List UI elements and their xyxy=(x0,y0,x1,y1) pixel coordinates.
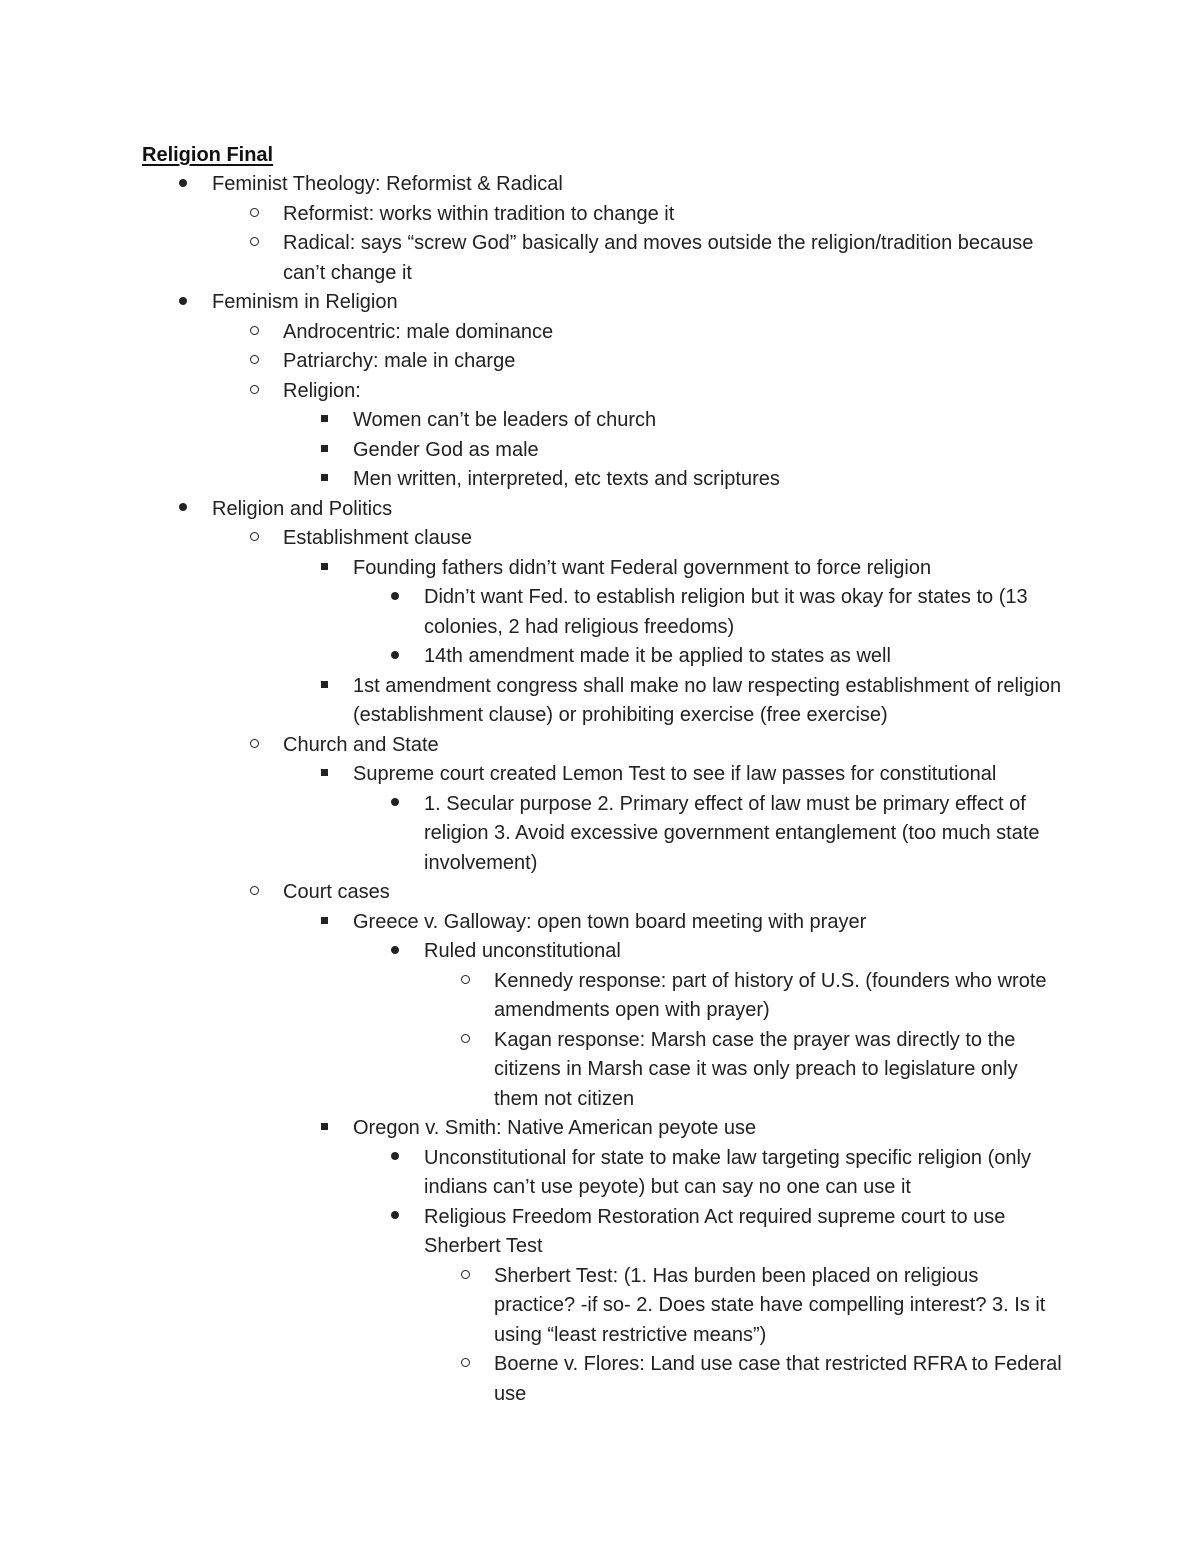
bullet-circle-icon xyxy=(450,1026,480,1056)
bullet-square-icon xyxy=(309,554,339,584)
outline-item-text: Reformist: works within tradition to change it xyxy=(283,202,675,225)
outline-item-text: Kennedy response: part of history of U.S. (founders who wrote amendments open with prayer) xyxy=(494,969,1047,1021)
outline-item-text: Religious Freedom Restoration Act required supreme court to use Sherbert Test xyxy=(424,1205,1006,1257)
bullet-circle-icon xyxy=(239,377,269,407)
outline-item-text: 14th amendment made it be applied to states as well xyxy=(424,645,891,667)
bullet-circle-icon xyxy=(239,200,269,230)
outline-item-text: Androcentric: male dominance xyxy=(283,320,554,343)
outline-item-text: Didn’t want Fed. to establish religion but it was okay for states to (13 colonies, 2 had religious freedoms) xyxy=(424,586,1028,638)
outline-item xyxy=(283,200,1062,230)
bullet-disc-icon xyxy=(380,1203,410,1233)
outline-item xyxy=(424,583,1062,642)
bullet-circle-icon xyxy=(239,878,269,908)
outline-item xyxy=(283,878,1062,908)
bullet-circle-icon xyxy=(450,967,480,997)
outline-item-text: Greece v. Galloway: open town board meeting with prayer xyxy=(353,910,867,933)
outline-item-text: Ruled unconstitutional xyxy=(424,940,621,962)
outline-item-text: Sherbert Test: (1. Has burden been placed on religious practice? -if so- 2. Does state have compelling interest? 3. Is it using “least restrictive means”) xyxy=(494,1264,1046,1346)
outline-item-text: Religion and Politics xyxy=(212,497,393,520)
outline-item xyxy=(424,642,1062,672)
outline-item xyxy=(353,760,1062,790)
outline-item-text: Feminist Theology: Reformist & Radical xyxy=(212,173,563,195)
outline-item-text: Kagan response: Marsh case the prayer was directly to the citizens in Marsh case it was only preach to legislature only them not citizen xyxy=(494,1028,1018,1110)
outline-item xyxy=(494,1026,1062,1115)
bullet-disc-icon xyxy=(380,790,410,820)
outline-item-text: Boerne v. Flores: Land use case that restricted RFRA to Federal use xyxy=(494,1353,1062,1405)
outline-item xyxy=(283,524,1062,554)
outline-item-text: 1st amendment congress shall make no law respecting establishment of religion (establishment clause) or prohibiting exercise (free exercise) xyxy=(353,674,1062,726)
outline-item xyxy=(353,672,1062,731)
outline-item xyxy=(212,288,1062,318)
outline-item xyxy=(283,377,1062,407)
outline-item xyxy=(424,1144,1062,1203)
bullet-square-icon xyxy=(309,908,339,938)
outline-list xyxy=(0,170,1200,1409)
outline-item-text: Founding fathers didn’t want Federal government to force religion xyxy=(353,556,932,579)
bullet-circle-icon xyxy=(239,524,269,554)
bullet-disc-icon xyxy=(380,583,410,613)
bullet-square-icon xyxy=(309,672,339,702)
outline-item xyxy=(353,465,1062,495)
outline-item xyxy=(353,1114,1062,1144)
bullet-disc-icon xyxy=(168,495,198,525)
outline-item xyxy=(494,1262,1062,1351)
outline-item xyxy=(283,318,1062,348)
bullet-square-icon xyxy=(309,406,339,436)
bullet-square-icon xyxy=(309,465,339,495)
outline-item-text: Church and State xyxy=(283,733,439,756)
outline-item-text: Radical: says “screw God” basically and moves outside the religion/tradition because can’t change it xyxy=(283,232,1034,284)
outline-item-text: Unconstitutional for state to make law targeting specific religion (only indians can’t use peyote) but can say no one can use it xyxy=(424,1146,1031,1198)
outline-item xyxy=(424,937,1062,967)
outline-item-text: Women can’t be leaders of church xyxy=(353,409,657,431)
outline-item xyxy=(212,495,1062,525)
bullet-disc-icon xyxy=(380,937,410,967)
bullet-disc-icon xyxy=(168,170,198,200)
bullet-disc-icon xyxy=(380,1144,410,1174)
outline-item xyxy=(283,229,1062,288)
outline-item-text: Oregon v. Smith: Native American peyote use xyxy=(353,1117,757,1139)
outline-item xyxy=(424,1203,1062,1262)
outline-item xyxy=(283,347,1062,377)
bullet-circle-icon xyxy=(239,731,269,761)
outline-item-text: Patriarchy: male in charge xyxy=(283,350,516,372)
bullet-square-icon xyxy=(309,436,339,466)
outline-item xyxy=(353,554,1062,584)
outline-item xyxy=(283,731,1062,761)
outline-item xyxy=(494,967,1062,1026)
outline-item-text: Men written, interpreted, etc texts and scriptures xyxy=(353,468,780,490)
bullet-square-icon xyxy=(309,760,339,790)
outline-item-text: Feminism in Religion xyxy=(212,291,398,313)
outline-item xyxy=(353,908,1062,938)
outline-item xyxy=(424,790,1062,879)
bullet-circle-icon xyxy=(450,1262,480,1292)
bullet-circle-icon xyxy=(239,229,269,259)
document-title: Religion Final xyxy=(142,144,274,166)
outline-item-text: 1. Secular purpose 2. Primary effect of law must be primary effect of religion 3. Avoid excessive government entanglement (too much state involvement) xyxy=(424,792,1040,874)
bullet-circle-icon xyxy=(239,318,269,348)
bullet-square-icon xyxy=(309,1114,339,1144)
outline-item xyxy=(212,170,1062,200)
outline-item-text: Establishment clause xyxy=(283,527,472,549)
outline-item xyxy=(494,1350,1062,1409)
outline-item xyxy=(353,406,1062,436)
bullet-circle-icon xyxy=(450,1350,480,1380)
outline-item-text: Gender God as male xyxy=(353,438,539,461)
bullet-circle-icon xyxy=(239,347,269,377)
outline-item-text: Supreme court created Lemon Test to see if law passes for constitutional xyxy=(353,763,997,785)
outline-item-text: Court cases xyxy=(283,881,390,903)
outline-item-text: Religion: xyxy=(283,379,361,402)
bullet-disc-icon xyxy=(380,642,410,672)
bullet-disc-icon xyxy=(168,288,198,318)
outline-item xyxy=(353,436,1062,466)
